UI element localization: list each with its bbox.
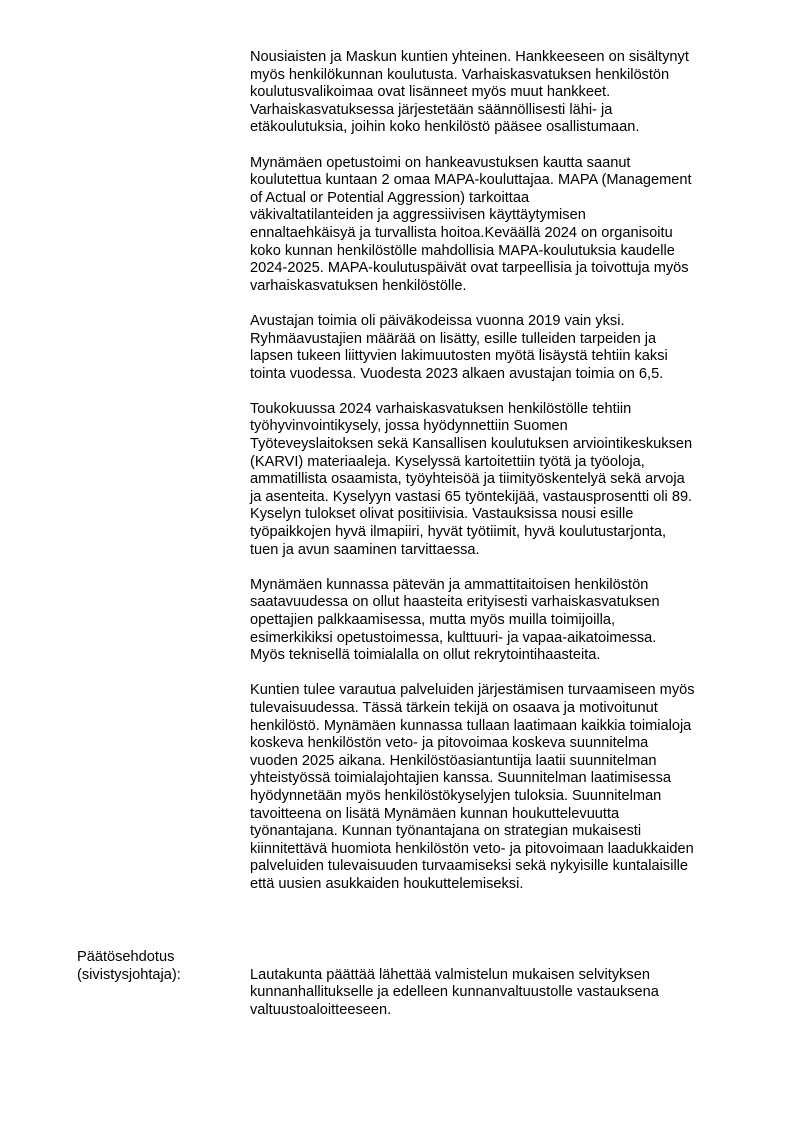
paragraph-line: 2024-2025. MAPA-koulutuspäivät ovat tarpeellisia ja toivottuja myös: [250, 260, 689, 277]
decision-text-line: kunnanhallitukselle ja edelleen kunnanvaltuustolle vastauksena: [250, 984, 659, 1001]
paragraph-line: tulevaisuudessa. Tässä tärkein tekijä on osaava ja motivoitunut: [250, 699, 658, 716]
paragraph-line: Mynämäen kunnassa pätevän ja ammattitaitoisen henkilöstön: [250, 576, 649, 593]
paragraph-line: ammatillista osaamista, työyhteisöä ja tiimityöskentelyä sekä arvoja: [250, 471, 685, 488]
paragraph-line: työnantajana. Kunnan työnantajana on strategian mukaisesti: [250, 823, 642, 840]
paragraph-line: varhaiskasvatuksen henkilöstölle.: [250, 277, 467, 294]
decision-label: [77, 949, 237, 984]
paragraph-line: että uusien asukkaiden houkuttelemiseksi.: [250, 875, 524, 892]
paragraph-line: saatavuudessa on ollut haasteita erityisesti varhaiskasvatuksen: [250, 594, 660, 611]
paragraph-line: palveluiden tulevaisuuden turvaamiseksi sekä nykyisille kuntalaisille: [250, 858, 689, 875]
paragraph-line: of Actual or Potential Aggression) tarkoittaa: [250, 189, 530, 206]
paragraph-line: etäkoulutuksia, joihin koko henkilöstö pääsee osallistumaan.: [250, 119, 640, 136]
paragraph-line: Myös teknisellä toimialalla on ollut rekrytointihaasteita.: [250, 647, 601, 664]
paragraph-line: koko kunnan henkilöstölle mahdollisia MAPA-koulutuksia kaudelle: [250, 242, 675, 259]
paragraph: [250, 155, 720, 296]
paragraph-line: työpaikkojen hyvä ilmapiiri, hyvät työtiimit, hyvä koulutustarjonta,: [250, 524, 667, 541]
paragraph-line: Työteveyslaitoksen sekä Kansallisen koulutuksen arviointikeskuksen: [250, 436, 693, 453]
paragraph-line: yhteistyössä toimialajohtajien kanssa. Suunnitelman laatimisessa: [250, 770, 672, 787]
paragraph-line: koulutusvalikoimaa ovat lisänneet myös muut hankkeet.: [250, 84, 611, 101]
paragraph-line: Avustajan toimia oli päiväkodeissa vuonna 2019 vain yksi.: [250, 312, 625, 329]
body-text: [250, 49, 720, 911]
paragraph-line: kiinnitettävä huomiota henkilöstön veto- ja pitovoimaan laadukkaiden: [250, 840, 694, 857]
paragraph-line: vuoden 2025 aikana. Henkilöstöasiantuntija laatii suunnitelman: [250, 752, 657, 769]
paragraph-line: koskeva henkilöstön veto- ja pitovoimaa koskeva suunnitelma: [250, 735, 649, 752]
paragraph-line: (KARVI) materiaaleja. Kyselyssä kartoitettiin työtä ja työoloja,: [250, 453, 645, 470]
paragraph: [250, 577, 720, 665]
paragraph-line: Ryhmäavustajien määrää on lisätty, esille tulleiden tarpeiden ja: [250, 330, 657, 347]
paragraph-line: myös henkilökunnan koulutusta. Varhaiskasvatuksen henkilöstön: [250, 66, 670, 83]
paragraph-line: Mynämäen opetustoimi on hankeavustuksen kautta saanut: [250, 154, 631, 171]
paragraph-line: opettajien palkkaamisessa, mutta myös muilla toimijoilla,: [250, 612, 615, 628]
decision-text-line: Lautakunta päättää lähettää valmistelun mukaisen selvityksen: [250, 966, 650, 983]
decision-label-line: (sivistysjohtaja):: [77, 966, 181, 983]
paragraph-line: Toukokuussa 2024 varhaiskasvatuksen henkilöstölle tehtiin: [250, 400, 632, 417]
paragraph-line: työhyvinvointikysely, jossa hyödynnettiin Suomen: [250, 418, 568, 435]
paragraph-line: tuen ja avun saaminen tarvittaessa.: [250, 541, 480, 558]
decision-text-line: valtuustoaloitteeseen.: [250, 1001, 392, 1018]
paragraph-line: Nousiaisten ja Maskun kuntien yhteinen. Hankkeeseen on sisältynyt: [250, 49, 689, 65]
paragraph-line: tavoitteena on lisätä Mynämäen kunnan houkuttelevuutta: [250, 805, 620, 822]
paragraph-line: hyödynnetään myös henkilöstökyselyjen tuloksia. Suunnitelman: [250, 787, 662, 804]
paragraph-line: ennaltaehkäisyä ja turvallista hoitoa.Keväällä 2024 on organisoitu: [250, 224, 673, 241]
paragraph-line: koulutettua kuntaan 2 omaa MAPA-kouluttajaa. MAPA (Management: [250, 172, 692, 189]
decision-label-line: Päätösehdotus: [77, 949, 175, 965]
paragraph-line: tointa vuodessa. Vuodesta 2023 alkaen avustajan toimia on 6,5.: [250, 365, 664, 382]
paragraph-line: väkivaltatilanteiden ja aggressiivisen käyttäytymisen: [250, 207, 586, 224]
paragraph-line: henkilöstö. Mynämäen kunnassa tullaan laatimaan kaikkia toimialoja: [250, 717, 692, 734]
paragraph: [250, 49, 720, 137]
paragraph-line: ja asenteita. Kyselyyn vastasi 65 työntekijää, vastausprosentti oli 89.: [250, 488, 693, 505]
paragraph: [250, 401, 720, 559]
paragraph: [250, 313, 720, 383]
paragraph-line: Kuntien tulee varautua palveluiden järjestämisen turvaamiseen myös: [250, 682, 695, 699]
paragraph-line: Kyselyn tulokset olivat positiivisia. Vastauksissa nousi esille: [250, 506, 634, 523]
paragraph: [250, 682, 720, 893]
paragraph-line: lapsen tukeen liittyvien lakimuutosten myötä lisäystä tehtiin kaksi: [250, 348, 668, 365]
paragraph-line: esimerkikiksi opetustoimessa, kulttuuri- ja vapaa-aikatoimessa.: [250, 629, 657, 646]
decision-text: [250, 967, 720, 1020]
paragraph-line: Varhaiskasvatuksessa järjestetään säännöllisesti lähi- ja: [250, 101, 613, 118]
